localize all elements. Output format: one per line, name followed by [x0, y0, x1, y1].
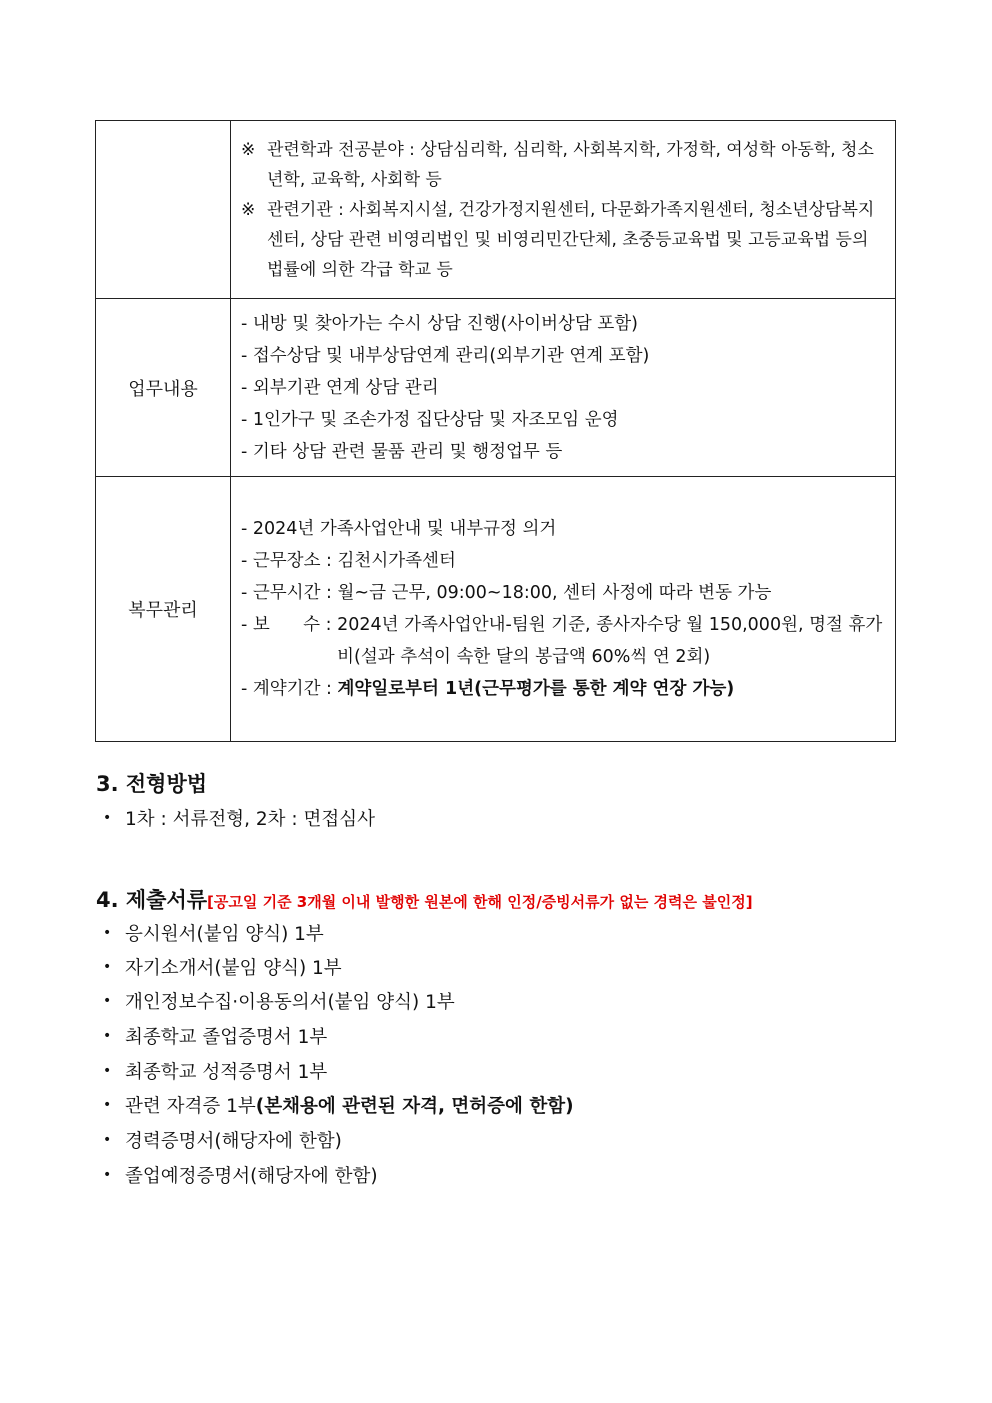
work-hours-line: - 근무시간 : 월~금 근무, 09:00~18:00, 센터 사정에 따라 변동 가능 — [241, 583, 772, 603]
section-4-note: [공고일 기준 3개월 이내 발행한 원본에 한해 인정/증빙서류가 없는 경력은 불인정] — [207, 893, 753, 911]
duty-line: - 외부기관 연계 상담 관리 — [241, 377, 439, 398]
table-row — [96, 121, 896, 299]
duty-line: - 접수상담 및 내부상담연계 관리(외부기관 연계 포함) — [241, 345, 650, 366]
contract-value: 계약일로부터 1년(근무평가를 통한 계약 연장 가능) — [337, 679, 735, 699]
list-item — [103, 1092, 574, 1118]
section-4-heading: 4. 제출서류 — [96, 888, 208, 912]
bullet-icon: • — [103, 1097, 112, 1113]
table-row — [96, 477, 896, 742]
list-item-text: 최종학교 졸업증명서 1부 — [125, 1027, 328, 1048]
list-item-text: 졸업예정증명서(해당자에 한함) — [125, 1166, 378, 1187]
service-management — [231, 477, 896, 742]
list-item — [103, 954, 342, 980]
bullet-icon: • — [103, 1132, 112, 1148]
salary-label: - 보 수 : — [241, 615, 338, 635]
bullet-icon: • — [103, 810, 112, 826]
duty-line: - 내방 및 찾아가는 수시 상담 진행(사이버상담 포함) — [241, 313, 639, 334]
row-label: 복무관리 — [96, 477, 231, 742]
cert-condition: (본채용에 관련된 자격, 면허증에 한함) — [255, 1096, 574, 1117]
duties-list — [231, 299, 896, 477]
service-line: - 2024년 가족사업안내 및 내부규정 의거 — [241, 519, 557, 539]
cert-prefix: 관련 자격증 1부 — [125, 1096, 256, 1117]
list-item — [103, 805, 375, 831]
bullet-icon: • — [103, 1063, 112, 1079]
duty-line: - 1인가구 및 조손가정 집단상담 및 자조모임 운영 — [241, 409, 619, 430]
reference-mark-icon: ※ — [241, 199, 256, 220]
list-item — [103, 1023, 327, 1049]
list-item-text: 개인정보수집·이용동의서(붙임 양식) 1부 — [125, 992, 455, 1013]
list-item — [103, 1127, 342, 1153]
list-item-text: 응시원서(붙임 양식) 1부 — [125, 924, 324, 945]
list-item — [103, 1162, 378, 1188]
note-text: 관련기관 : 사회복지시설, 건강가정지원센터, 다문화가족지원센터, 청소년상담복지센터, 상담 관련 비영리법인 및 비영리민간단체, 초중등교육법 및 고등교육법 등의 법률에 의한 각급 학교 등 — [267, 199, 875, 280]
salary-value: 2024년 가족사업안내-팀원 기준, 종사자수당 월 150,000원, 명절 휴가비(설과 추석이 속한 달의 봉급액 60%씩 연 2회) — [337, 615, 883, 667]
list-item-text: 경력증명서(해당자에 한함) — [125, 1131, 342, 1152]
reference-mark-icon: ※ — [241, 139, 256, 160]
bullet-icon: • — [103, 1167, 112, 1183]
contract-label: - 계약기간 : — [241, 679, 338, 699]
section-4-title — [96, 884, 753, 914]
row-label — [96, 121, 231, 299]
list-item — [103, 988, 455, 1014]
note-text: 관련학과 전공분야 : 상담심리학, 심리학, 사회복지학, 가정학, 여성학 아동학, 청소년학, 교육학, 사회학 등 — [267, 139, 874, 190]
salary-line — [241, 609, 887, 673]
list-item-text — [125, 1092, 574, 1118]
list-item — [103, 920, 324, 946]
bullet-icon: • — [103, 1028, 112, 1044]
note-item — [241, 195, 887, 285]
table-row — [96, 299, 896, 477]
row-label: 업무내용 — [96, 299, 231, 477]
qualification-notes — [231, 121, 896, 299]
contract-line — [241, 673, 887, 705]
list-item-text: 자기소개서(붙임 양식) 1부 — [125, 958, 342, 979]
duty-line: - 기타 상담 관련 물품 관리 및 행정업무 등 — [241, 441, 563, 462]
list-item-text: 최종학교 성적증명서 1부 — [125, 1062, 328, 1083]
job-info-table — [95, 120, 896, 742]
bullet-icon: • — [103, 993, 112, 1009]
section-3-title: 3. 전형방법 — [96, 772, 208, 796]
bullet-icon: • — [103, 925, 112, 941]
note-item — [241, 135, 887, 195]
work-place-line: - 근무장소 : 김천시가족센터 — [241, 551, 456, 571]
list-item-text: 1차 : 서류전형, 2차 : 면접심사 — [125, 809, 376, 830]
bullet-icon: • — [103, 959, 112, 975]
list-item — [103, 1058, 327, 1084]
